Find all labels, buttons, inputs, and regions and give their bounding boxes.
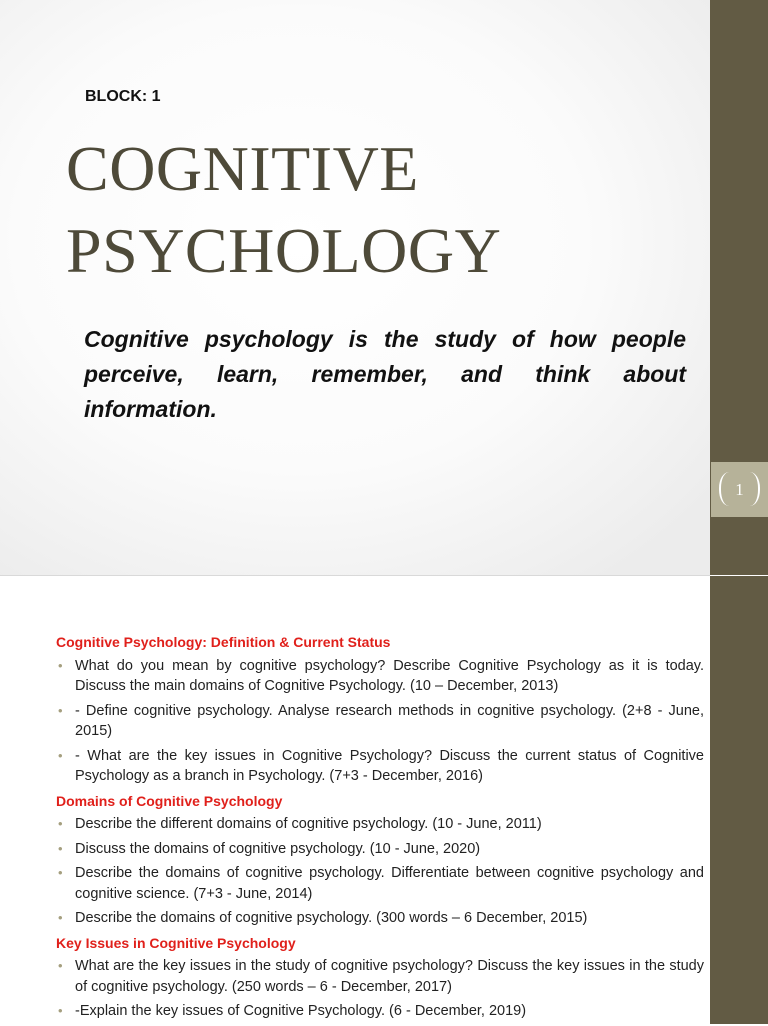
list-item xyxy=(56,814,704,835)
list-item-text: Discuss the domains of cognitive psychology. (10 - June, 2020) xyxy=(75,840,481,857)
slide-number: 1 xyxy=(735,480,744,499)
bullet-icon: • xyxy=(58,958,63,973)
block-label: BLOCK: 1 xyxy=(85,88,161,105)
slide-sidebar-2 xyxy=(710,576,768,1024)
list-item xyxy=(56,863,704,904)
section-heading-definition: Cognitive Psychology: Definition & Current Status xyxy=(56,634,391,650)
list-item xyxy=(56,956,704,997)
slide-number-badge xyxy=(711,462,768,517)
list-item-text: Describe the domains of cognitive psychology. (300 words – 6 December, 2015) xyxy=(75,910,588,926)
list-item-text: -Explain the key issues of Cognitive Psychology. (6 - December, 2019) xyxy=(75,1003,527,1019)
section-heading-key-issues: Key Issues in Cognitive Psychology xyxy=(56,934,296,951)
bullet-icon: • xyxy=(58,816,63,831)
bullet-icon: • xyxy=(58,702,63,718)
bullet-icon: • xyxy=(58,1003,63,1018)
bullet-icon: • xyxy=(58,910,63,925)
bullet-icon: • xyxy=(58,840,63,856)
definition-text: Cognitive psychology is the study of how people perceive, learn, remember, and think about information. xyxy=(84,326,686,422)
list-item-text: - Define cognitive psychology. Analyse research methods in cognitive psychology. (2+8 - June, 2015) xyxy=(75,702,704,739)
list-item-text: What do you mean by cognitive psychology? Describe Cognitive Psychology as it is today. Discuss the main domains of Cognitive Psychology. (10 – December, 2013) xyxy=(75,657,704,694)
list-item-text: What are the key issues in the study of cognitive psychology? Discuss the key issues in the study of cognitive psychology. (250 words – 6 - December, 2017) xyxy=(75,958,704,995)
bullet-icon: • xyxy=(58,657,63,673)
bullet-icon: • xyxy=(58,865,63,880)
list-item xyxy=(56,839,704,860)
title-line-1: COGNITIVE xyxy=(66,133,419,204)
questions-content xyxy=(56,632,704,1026)
list-item xyxy=(56,1001,704,1022)
list-item xyxy=(56,908,704,929)
bullet-icon: • xyxy=(58,747,63,763)
list-item-text: Describe the different domains of cognitive psychology. (10 - June, 2011) xyxy=(75,816,542,832)
list-item-text: - What are the key issues in Cognitive Psychology? Discuss the current status of Cognitive Psychology as a branch in Psychology. (7+3 - December, 2016) xyxy=(75,747,704,784)
slide-title xyxy=(66,128,686,292)
list-item xyxy=(56,701,704,742)
list-item xyxy=(56,746,704,787)
questions-slide xyxy=(0,576,710,1024)
list-item xyxy=(56,656,704,697)
list-item-text: Describe the domains of cognitive psychology. Differentiate between cognitive psychology and cognitive science. (7+3 - June, 2014) xyxy=(75,865,704,902)
title-line-2: PSYCHOLOGY xyxy=(66,215,502,286)
section-heading-domains: Domains of Cognitive Psychology xyxy=(56,792,283,809)
